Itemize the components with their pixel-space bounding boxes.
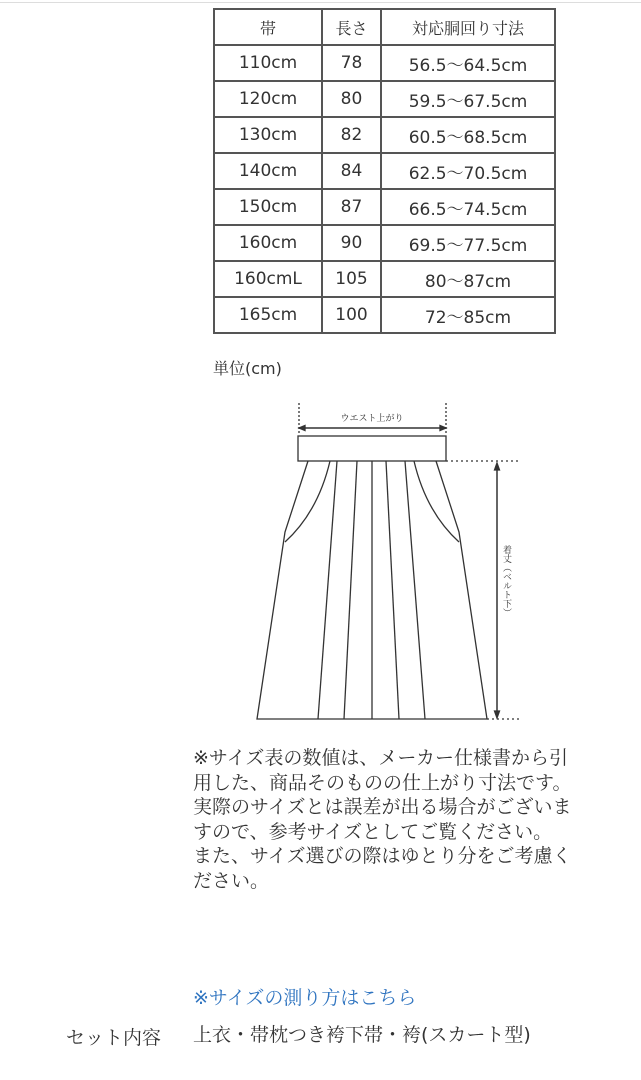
set-contents-label: セット内容 [66, 1027, 162, 1049]
cell-length: 80 [322, 81, 381, 117]
header-length: 長さ [322, 9, 381, 45]
cell-obi-size: 110cm [214, 45, 322, 81]
cell-length: 87 [322, 189, 381, 225]
waistband [298, 436, 446, 461]
header-waist: 対応胴回り寸法 [381, 9, 555, 45]
cell-waist-range: 72〜85cm [381, 297, 555, 333]
size-notes [193, 746, 573, 893]
set-contents-value: 上衣・帯枕つき袴下帯・袴(スカート型) [193, 1024, 531, 1046]
note-text: また、サイズ選びの際はゆとり分をご考慮ください。 [193, 845, 572, 892]
cell-obi-size: 140cm [214, 153, 322, 189]
cell-obi-size: 165cm [214, 297, 322, 333]
cell-length: 84 [322, 153, 381, 189]
cell-length: 105 [322, 261, 381, 297]
cell-obi-size: 160cm [214, 225, 322, 261]
cell-waist-range: 62.5〜70.5cm [381, 153, 555, 189]
cell-waist-range: 80〜87cm [381, 261, 555, 297]
cell-length: 78 [322, 45, 381, 81]
cell-waist-range: 56.5〜64.5cm [381, 45, 555, 81]
cell-obi-size: 130cm [214, 117, 322, 153]
cell-obi-size: 160cmL [214, 261, 322, 297]
cell-waist-range: 60.5〜68.5cm [381, 117, 555, 153]
cell-waist-range: 69.5〜77.5cm [381, 225, 555, 261]
cell-waist-range: 59.5〜67.5cm [381, 81, 555, 117]
unit-label: 単位(cm) [213, 359, 282, 378]
size-guide-link[interactable]: ※サイズの測り方はこちら [193, 987, 417, 1009]
note-text: ※サイズ表の数値は、メーカー仕様書から引用した、商品そのものの仕上がり寸法です。 [193, 747, 572, 794]
cell-waist-range: 66.5〜74.5cm [381, 189, 555, 225]
waist-label: ウエスト上がり [340, 414, 404, 424]
note-text: 実際のサイズとは誤差が出る場合がございますので、参考サイズとしてご覧ください。 [193, 796, 572, 843]
header-obi: 帯 [214, 9, 322, 45]
cell-length: 82 [322, 117, 381, 153]
skirt-outline [257, 461, 487, 719]
cell-length: 90 [322, 225, 381, 261]
length-label: 着丈（ベルト下） [501, 545, 511, 617]
cell-obi-size: 150cm [214, 189, 322, 225]
cell-length: 100 [322, 297, 381, 333]
cell-obi-size: 120cm [214, 81, 322, 117]
